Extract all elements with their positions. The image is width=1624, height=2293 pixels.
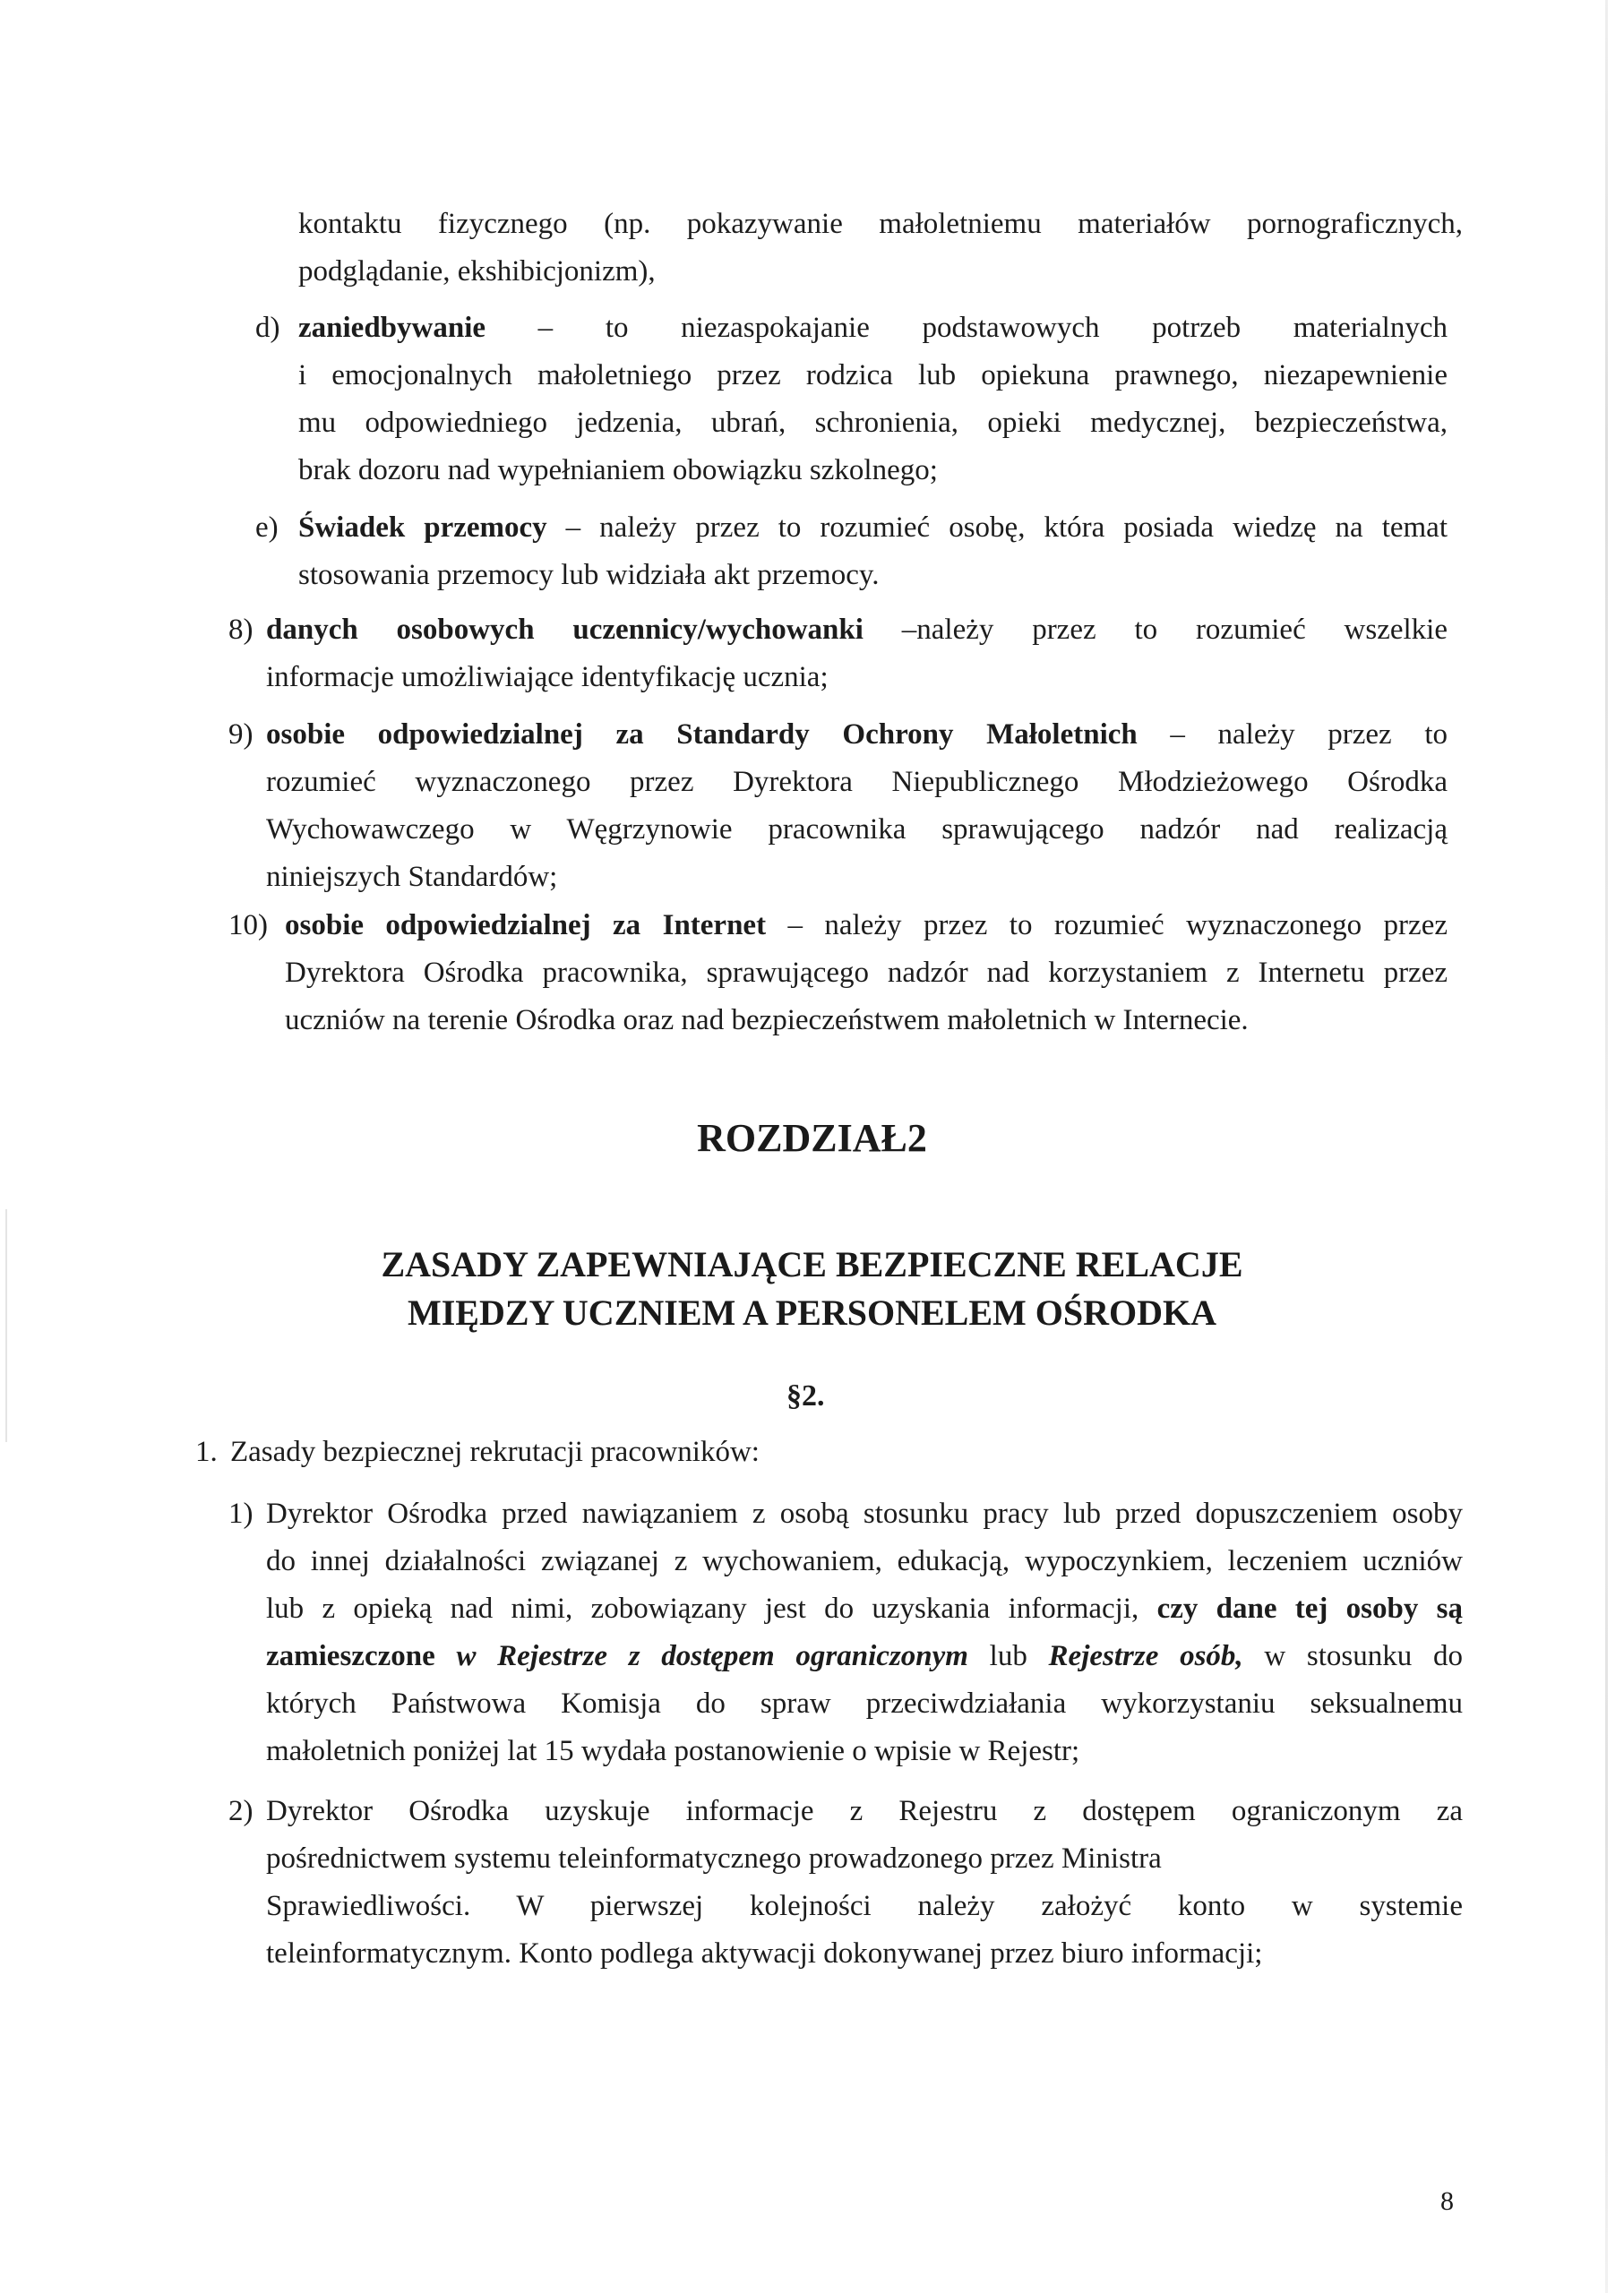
- item-10-line-3: uczniów na terenie Ośrodka oraz nad bezpieczeństwem małoletnich w Internecie.: [285, 1004, 1249, 1036]
- item-10-line-1-rest: – należy przez to rozumieć wyznaczonego przez: [766, 909, 1448, 941]
- intro-line-2: podglądanie, ekshibicjonizm),: [298, 255, 656, 288]
- sub-2-line-3: Sprawiedliwości. W pierwszej kolejności należy założyć konto w systemie: [266, 1890, 1463, 1922]
- item-9-term: osobie odpowiedzialnej za Standardy Ochrony Małoletnich: [266, 718, 1138, 751]
- sub-1-line-4-e: w stosunku do: [1242, 1640, 1463, 1672]
- item-8-line-2: informacje umożliwiające identyfikację ucznia;: [266, 661, 829, 693]
- item-9-line-2: rozumieć wyznaczonego przez Dyrektora Niepublicznego Młodzieżowego Ośrodka: [266, 766, 1448, 798]
- sub-1-line-3-a: lub z opieką nad nimi, zobowiązany jest do uzyskania informacji,: [266, 1593, 1157, 1625]
- item-9-line-4: niniejszych Standardów;: [266, 861, 558, 893]
- item-10-label: 10): [228, 909, 268, 941]
- sub-2-line-1: Dyrektor Ośrodka uzyskuje informacje z Rejestru z dostępem ograniczonym za: [266, 1795, 1463, 1827]
- item-e-label: e): [255, 511, 279, 544]
- item-e-line-2: stosowania przemocy lub widziała akt przemocy.: [298, 559, 880, 591]
- item-10-line-1: [285, 902, 1448, 949]
- item-d-line-3: mu odpowiedniego jedzenia, ubrań, schronienia, opieki medycznej, bezpieczeństwa,: [298, 407, 1448, 439]
- item-e-term: Świadek przemocy: [298, 511, 547, 544]
- item-d-line-1: [298, 305, 1448, 352]
- item-d-term: zaniedbywanie: [298, 312, 486, 344]
- chapter-subtitle-line-1: ZASADY ZAPEWNIAJĄCE BEZPIECZNE RELACJE: [381, 1244, 1243, 1284]
- sub-1-line-3-b: czy dane tej osoby są: [1156, 1593, 1463, 1625]
- item-8-term: danych osobowych uczennicy/wychowanki: [266, 614, 864, 646]
- sub-1-line-4-a: zamieszczone: [266, 1640, 457, 1672]
- sub-2-label: 2): [228, 1795, 253, 1827]
- item-d-label: d): [255, 312, 280, 344]
- item-d-line-1-rest: – to niezaspokajanie podstawowych potrzeb materialnych: [485, 312, 1448, 344]
- sub-1-line-5: których Państwowa Komisja do spraw przeciwdziałania wykorzystaniu seksualnemu: [266, 1688, 1463, 1720]
- chapter-subtitle-line-2: MIĘDZY UCZNIEM A PERSONELEM OŚRODKA: [407, 1292, 1217, 1333]
- sub-1-line-4: [266, 1633, 1463, 1680]
- sub-2-line-4: teleinformatycznym. Konto podlega aktywacji dokonywanej przez biuro informacji;: [266, 1937, 1263, 1970]
- sub-1-label: 1): [228, 1498, 253, 1530]
- sub-1-line-4-b: w Rejestrze z dostępem ograniczonym: [456, 1640, 968, 1672]
- item-8-label: 8): [228, 614, 253, 646]
- sub-1-line-4-d: Rejestrze osób,: [1048, 1640, 1243, 1672]
- item-9-line-3: Wychowawczego w Węgrzynowie pracownika sprawującego nadzór nad realizacją: [266, 813, 1448, 846]
- intro-line-1: kontaktu fizycznego (np. pokazywanie małoletniemu materiałów pornograficznych,: [298, 208, 1463, 240]
- item-e-line-1-rest: – należy przez to rozumieć osobę, która posiada wiedzę na temat: [546, 511, 1448, 544]
- item-d-line-2: i emocjonalnych małoletniego przez rodzica lub opiekuna prawnego, niezapewnienie: [298, 359, 1448, 391]
- sub-2-line-2: pośrednictwem systemu teleinformatycznego prowadzonego przez Ministra: [266, 1842, 1162, 1875]
- sub-1-line-1: Dyrektor Ośrodka przed nawiązaniem z osobą stosunku pracy lub przed dopuszczeniem osoby: [266, 1498, 1463, 1530]
- sub-1-line-3: [266, 1585, 1463, 1633]
- section-mark: §2.: [786, 1379, 825, 1413]
- sub-1-line-6: małoletnich poniżej lat 15 wydała postanowienie o wpisie w Rejestr;: [266, 1735, 1080, 1767]
- point-1-label: 1.: [195, 1436, 218, 1468]
- item-10-line-2: Dyrektora Ośrodka pracownika, sprawującego nadzór nad korzystaniem z Internetu przez: [285, 957, 1448, 989]
- page-number: 8: [1440, 2186, 1454, 2216]
- item-8-line-1-rest: –należy przez to rozumieć wszelkie: [863, 614, 1448, 646]
- item-e-line-1: [298, 504, 1448, 552]
- sub-1-line-2: do innej działalności związanej z wychowaniem, edukacją, wypoczynkiem, leczeniem uczniów: [266, 1545, 1463, 1577]
- item-9-line-1-rest: – należy przez to: [1137, 718, 1448, 751]
- point-1-text: Zasady bezpiecznej rekrutacji pracowników:: [230, 1436, 760, 1468]
- item-9-label: 9): [228, 718, 253, 751]
- item-9-line-1: [266, 711, 1448, 759]
- item-10-term: osobie odpowiedzialnej za Internet: [285, 909, 767, 941]
- sub-1-line-4-c: lub: [967, 1640, 1049, 1672]
- item-d-line-4: brak dozoru nad wypełnianiem obowiązku szkolnego;: [298, 454, 938, 486]
- item-8-line-1: [266, 606, 1448, 654]
- chapter-title: ROZDZIAŁ2: [697, 1116, 927, 1160]
